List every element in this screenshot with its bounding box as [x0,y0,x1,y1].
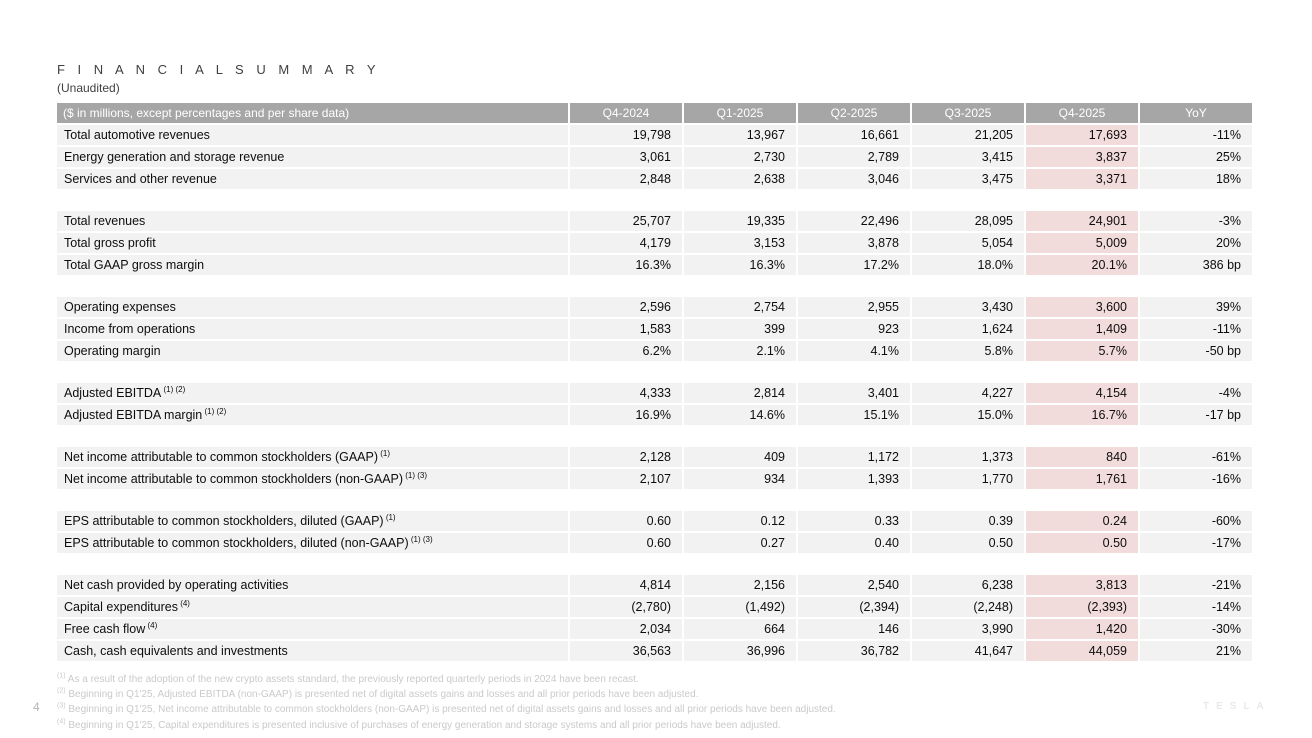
cell-Q2-2025: 0.40 [798,533,910,553]
spacer-cell [798,491,910,509]
row-label: EPS attributable to common stockholders, diluted (GAAP) $^{(1)}$ [57,511,568,531]
cell-Q2-2025: 2,789 [798,147,910,167]
spacer-cell [570,427,682,445]
spacer-cell [684,427,796,445]
spacer-cell [57,191,568,209]
cell-Q2-2025: 146 [798,619,910,639]
cell-YoY: -21% [1140,575,1252,595]
cell-Q4-2024: 4,333 [570,383,682,403]
cell-Q4-2024: 2,596 [570,297,682,317]
row-label: Net income attributable to common stockholders (non-GAAP) $^{(1) (3)}$ [57,469,568,489]
row-label: Total automotive revenues [57,125,568,145]
cell-Q1-2025: 2,814 [684,383,796,403]
cell-YoY: 18% [1140,169,1252,189]
cell-Q2-2025: 17.2% [798,255,910,275]
cell-YoY: -17 bp [1140,405,1252,425]
spacer-cell [798,191,910,209]
cell-Q1-2025: 2,754 [684,297,796,317]
cell-Q4-2025: 3,813 [1026,575,1138,595]
row-label: Operating expenses [57,297,568,317]
cell-Q1-2025: 934 [684,469,796,489]
cell-Q4-2024: 16.9% [570,405,682,425]
cell-Q4-2025: 16.7% [1026,405,1138,425]
spacer-cell [1140,191,1252,209]
spacer-cell [798,427,910,445]
spacer-cell [570,555,682,573]
cell-YoY: -60% [1140,511,1252,531]
spacer-cell [57,491,568,509]
footnote-text: Beginning in Q1'25, Adjusted EBITDA (non-GAAP) is presented net of digital assets gains and losses and all prior periods have been adjusted. [68,689,699,701]
cell-Q2-2025: (2,394) [798,597,910,617]
cell-Q3-2025: 15.0% [912,405,1024,425]
spacer-cell [912,491,1024,509]
cell-YoY: 21% [1140,641,1252,661]
cell-Q4-2025: 840 [1026,447,1138,467]
row-label: Cash, cash equivalents and investments [57,641,568,661]
row-label: EPS attributable to common stockholders, diluted (non-GAAP) $^{(1) (3)}$ [57,533,568,553]
row-label: Services and other revenue [57,169,568,189]
spacer-cell [570,491,682,509]
spacer-cell [1140,555,1252,573]
spacer-cell [1026,191,1138,209]
column-header-Q3-2025: Q3-2025 [912,103,1024,123]
cell-Q3-2025: 3,475 [912,169,1024,189]
cell-Q3-2025: 21,205 [912,125,1024,145]
spacer-cell [1140,491,1252,509]
cell-Q4-2025: 20.1% [1026,255,1138,275]
cell-Q4-2024: (2,780) [570,597,682,617]
cell-Q4-2024: 19,798 [570,125,682,145]
cell-Q3-2025: (2,248) [912,597,1024,617]
spacer-cell [684,491,796,509]
cell-YoY: 20% [1140,233,1252,253]
cell-Q4-2024: 2,848 [570,169,682,189]
footnote-ref: (1) (3) [403,470,428,480]
cell-Q3-2025: 1,624 [912,319,1024,339]
cell-Q3-2025: 3,430 [912,297,1024,317]
spacer-cell [1026,427,1138,445]
cell-Q2-2025: 3,878 [798,233,910,253]
spacer-cell [798,555,910,573]
spacer-cell [684,277,796,295]
cell-Q3-2025: 1,373 [912,447,1024,467]
cell-Q1-2025: 2,156 [684,575,796,595]
cell-Q1-2025: 14.6% [684,405,796,425]
table-caption-header: ($ in millions, except percentages and per share data) [57,103,568,123]
cell-Q4-2025: 17,693 [1026,125,1138,145]
cell-Q4-2024: 0.60 [570,533,682,553]
cell-Q4-2025: 3,371 [1026,169,1138,189]
cell-Q4-2025: 1,420 [1026,619,1138,639]
row-label: Total gross profit [57,233,568,253]
spacer-cell [912,191,1024,209]
cell-YoY: -3% [1140,211,1252,231]
spacer-cell [57,555,568,573]
cell-YoY: -50 bp [1140,341,1252,361]
footnote-marker: (3) [57,703,66,711]
spacer-cell [1026,277,1138,295]
footnote-text: As a result of the adoption of the new crypto assets standard, the previously reported quarterly periods in 2024 have been recast. [67,674,639,685]
cell-Q1-2025: 13,967 [684,125,796,145]
footnote-ref: (4) [145,620,158,630]
footnote [57,718,836,733]
cell-Q4-2025: 5.7% [1026,341,1138,361]
cell-Q1-2025: 36,996 [684,641,796,661]
row-label: Income from operations [57,319,568,339]
cell-Q4-2025: 1,409 [1026,319,1138,339]
cell-Q4-2025: 3,837 [1026,147,1138,167]
footnote [57,702,836,717]
spacer-cell [684,555,796,573]
cell-Q3-2025: 41,647 [912,641,1024,661]
cell-Q2-2025: 36,782 [798,641,910,661]
cell-Q2-2025: 0.33 [798,511,910,531]
cell-Q1-2025: 664 [684,619,796,639]
cell-Q4-2025: 1,761 [1026,469,1138,489]
cell-Q3-2025: 5.8% [912,341,1024,361]
column-header-Q4-2024: Q4-2024 [570,103,682,123]
cell-Q1-2025: 0.27 [684,533,796,553]
footnote-text: Beginning in Q1'25, Capital expenditures is presented inclusive of purchases of energy generation and storage systems and all prior periods have been adjusted. [68,719,781,731]
cell-Q1-2025: 2,638 [684,169,796,189]
footnote [57,672,836,687]
footnote [57,687,836,702]
footnotes [57,672,836,733]
cell-YoY: 39% [1140,297,1252,317]
cell-Q2-2025: 1,393 [798,469,910,489]
column-header-YoY: YoY [1140,103,1252,123]
footnote-ref: (1) [378,448,391,458]
cell-Q4-2025: 0.50 [1026,533,1138,553]
cell-Q4-2024: 4,814 [570,575,682,595]
cell-Q4-2025: 44,059 [1026,641,1138,661]
cell-Q1-2025: 409 [684,447,796,467]
cell-Q3-2025: 1,770 [912,469,1024,489]
spacer-cell [912,555,1024,573]
spacer-cell [912,363,1024,381]
spacer-cell [1140,277,1252,295]
cell-Q4-2025: 24,901 [1026,211,1138,231]
spacer-cell [57,363,568,381]
cell-Q4-2024: 16.3% [570,255,682,275]
spacer-cell [798,363,910,381]
cell-Q4-2025: 4,154 [1026,383,1138,403]
footnote-ref: (1) [383,512,396,522]
cell-Q1-2025: 399 [684,319,796,339]
row-label: Adjusted EBITDA margin $^{(1) (2)}$ [57,405,568,425]
cell-Q4-2024: 2,128 [570,447,682,467]
footnote-marker: (2) [57,687,66,695]
spacer-cell [1026,555,1138,573]
spacer-cell [912,427,1024,445]
row-label: Total revenues [57,211,568,231]
cell-Q3-2025: 5,054 [912,233,1024,253]
cell-Q3-2025: 6,238 [912,575,1024,595]
footnote-ref: (4) [177,598,190,608]
spacer-cell [798,277,910,295]
cell-YoY: -14% [1140,597,1252,617]
cell-Q4-2024: 3,061 [570,147,682,167]
cell-Q3-2025: 4,227 [912,383,1024,403]
cell-Q3-2025: 0.50 [912,533,1024,553]
cell-Q2-2025: 4.1% [798,341,910,361]
page-number: 4 [33,700,40,714]
footnote-text: Beginning in Q1'25, Net income attributable to common stockholders (non-GAAP) is presented net of digital assets gains and losses and all prior periods have been adjusted. [68,704,836,716]
cell-Q4-2024: 25,707 [570,211,682,231]
row-label: Total GAAP gross margin [57,255,568,275]
footnote-ref: (1) (2) [161,384,186,394]
spacer-cell [57,427,568,445]
row-label: Operating margin [57,341,568,361]
spacer-cell [912,277,1024,295]
tesla-logo: TESLA [1203,701,1271,712]
cell-Q3-2025: 0.39 [912,511,1024,531]
cell-Q2-2025: 3,046 [798,169,910,189]
page-subtitle: (Unaudited) [57,81,120,95]
row-label: Energy generation and storage revenue [57,147,568,167]
cell-Q1-2025: (1,492) [684,597,796,617]
cell-Q4-2024: 0.60 [570,511,682,531]
cell-YoY: -4% [1140,383,1252,403]
page-title: F I N A N C I A L S U M M A R Y [57,62,381,77]
cell-Q3-2025: 18.0% [912,255,1024,275]
spacer-cell [1140,363,1252,381]
cell-YoY: -17% [1140,533,1252,553]
column-header-Q1-2025: Q1-2025 [684,103,796,123]
cell-Q4-2024: 2,107 [570,469,682,489]
cell-Q4-2024: 1,583 [570,319,682,339]
cell-Q1-2025: 19,335 [684,211,796,231]
cell-YoY: -16% [1140,469,1252,489]
cell-YoY: -11% [1140,125,1252,145]
row-label: Net cash provided by operating activities [57,575,568,595]
footnote-marker: (4) [57,718,66,726]
cell-Q2-2025: 3,401 [798,383,910,403]
row-label: Net income attributable to common stockholders (GAAP) $^{(1)}$ [57,447,568,467]
cell-Q2-2025: 2,540 [798,575,910,595]
spacer-cell [570,363,682,381]
cell-Q3-2025: 3,415 [912,147,1024,167]
cell-Q2-2025: 16,661 [798,125,910,145]
cell-Q4-2024: 36,563 [570,641,682,661]
cell-Q1-2025: 0.12 [684,511,796,531]
cell-Q2-2025: 15.1% [798,405,910,425]
spacer-cell [1026,491,1138,509]
cell-Q2-2025: 2,955 [798,297,910,317]
spacer-cell [1026,363,1138,381]
cell-Q1-2025: 16.3% [684,255,796,275]
spacer-cell [684,191,796,209]
cell-YoY: -11% [1140,319,1252,339]
cell-Q2-2025: 1,172 [798,447,910,467]
financial-table [55,101,1254,663]
footnote-ref: (1) (3) [408,534,433,544]
cell-Q3-2025: 28,095 [912,211,1024,231]
cell-Q2-2025: 22,496 [798,211,910,231]
cell-Q4-2024: 2,034 [570,619,682,639]
cell-Q4-2024: 6.2% [570,341,682,361]
row-label: Capital expenditures $^{(4)}$ [57,597,568,617]
cell-Q2-2025: 923 [798,319,910,339]
spacer-cell [570,277,682,295]
cell-YoY: 386 bp [1140,255,1252,275]
cell-YoY: 25% [1140,147,1252,167]
cell-Q4-2024: 4,179 [570,233,682,253]
row-label: Free cash flow $^{(4)}$ [57,619,568,639]
cell-Q4-2025: 5,009 [1026,233,1138,253]
spacer-cell [570,191,682,209]
footnote-ref: (1) (2) [202,406,227,416]
cell-Q4-2025: 3,600 [1026,297,1138,317]
cell-Q4-2025: 0.24 [1026,511,1138,531]
spacer-cell [1140,427,1252,445]
cell-Q1-2025: 3,153 [684,233,796,253]
cell-Q3-2025: 3,990 [912,619,1024,639]
cell-YoY: -30% [1140,619,1252,639]
column-header-Q2-2025: Q2-2025 [798,103,910,123]
spacer-cell [684,363,796,381]
cell-Q1-2025: 2.1% [684,341,796,361]
spacer-cell [57,277,568,295]
cell-Q4-2025: (2,393) [1026,597,1138,617]
cell-Q1-2025: 2,730 [684,147,796,167]
footnote-marker: (1) [57,672,66,680]
row-label: Adjusted EBITDA $^{(1) (2)}$ [57,383,568,403]
cell-YoY: -61% [1140,447,1252,467]
column-header-Q4-2025: Q4-2025 [1026,103,1138,123]
